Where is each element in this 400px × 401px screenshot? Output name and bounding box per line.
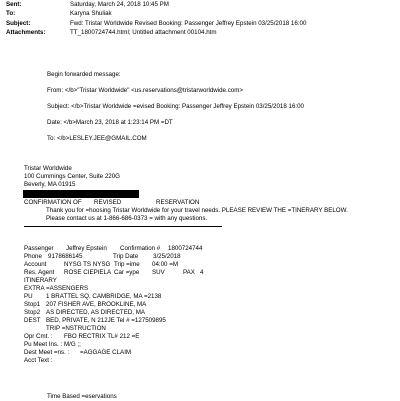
forward-intro: Begin forwarded message: [47,71,121,78]
redaction-bar [23,190,139,198]
company-address [24,165,120,189]
contact-text: Please contact us at 1-866-686-0373 = with any questions. [46,215,208,222]
agent-label: Res. Agent [24,269,55,276]
attachments-value[interactable]: TT_1800724744.html; Untitled attachment 00104.htm [70,29,217,37]
forwarded-message [47,71,304,143]
subject-value: Fwd: Tristar Worldwide Revised Booking: Passenger Jeffrey Epstein 03/25/2018 16:00 [70,19,307,27]
pax-label: PAX [183,269,195,276]
stop2-row [24,309,394,317]
car-type-label: Car =ype [114,269,140,276]
account-value: NYSG TS NYSG [64,261,111,268]
passenger-row [24,245,394,253]
confirmation-heading-3: RESERVATION [156,199,200,206]
passenger-label: Passenger [24,245,54,252]
trip-instruction: TRIP =NSTRUCTION [46,325,106,332]
time-based-reservations: Time Based =eservations [47,393,117,400]
confirmation-block [24,199,394,227]
destination-row [24,317,394,325]
forward-subject: Subject: </b>Tristar Worldwide =evised Booking: Passenger Jeffrey Epstein 03/25/2018 16:00 [47,103,304,110]
stop2-value: AS DIRECTED, AS DIRECTED, MA [46,309,146,316]
stop1-label: Stop1 [24,301,41,308]
confirmation-number-value: 1800724744 [168,245,203,252]
phone-value: 9178686145 [48,253,83,260]
company-city: Beverly, MA 01915 [24,181,76,188]
thank-you-text: Thank you for =hoosing Tristar Worldwide for your travel needs. PLEASE REVIEW THE =TINERARY BELOW. [46,207,348,214]
trip-date-value: 3/25/2018 [153,253,181,260]
confirmation-heading-1: CONFIRMATION OF [24,199,82,206]
confirmation-heading [24,199,394,207]
operator-comment-label: Opr Cmt. : [24,333,53,340]
account-label: Account [24,261,47,268]
destination-value: BED, PRIVATE, N 212JE Tel # =127509895 [46,317,166,324]
itinerary-heading: ITINERARY [24,277,57,284]
operator-comment-row [24,333,394,341]
extra-passengers: EXTRA =ASSENGERS [24,285,89,292]
pickup-label: PU [24,293,33,300]
attachments-row [6,29,396,39]
operator-comment-value: FBO RECTRIX TL# 212 =E [64,333,140,340]
email-header [6,0,396,38]
destination-meet-value: =AGGAGE CLAIM [80,349,132,356]
account-row [24,261,394,269]
divider [24,226,222,227]
confirmation-number-label: Confirmation # [120,245,161,252]
forward-from: From: </b>"Tristar Worldwide" <us.reservations@tristarworldwide.com> [47,87,244,94]
trip-time-label: Trip =ime [114,261,140,268]
destination-label: DEST [24,317,41,324]
trip-time-value: 04:00 =M [152,261,178,268]
pax-value: 4 [200,269,204,276]
agent-row [24,269,394,277]
company-name: Tristar Worldwide [24,165,72,172]
sent-label: Sent: [6,0,22,8]
to-row [6,10,396,20]
agent-value: ROSE CIEPIELA [64,269,112,276]
sent-value: Saturday, March 24, 2018 10:45 PM [70,0,169,8]
forward-date: Date: </b>March 23, 2018 at 1:23:14 PM =DT [47,119,173,126]
subject-label: Subject: [6,19,31,27]
pickup-row [24,293,394,301]
trip-date-label: Trip Date [113,253,139,260]
forward-to[interactable]: To: </b>LESLEY.JEE@GMAIL.COM [47,135,147,142]
phone-row [24,253,394,261]
pickup-meet-row [24,341,394,349]
company-street: 100 Cummings Center, Suite 220G [24,173,120,180]
pickup-value: 1 BRATTEL SQ, CAMBRIDGE, MA =2138 [46,293,162,300]
to-value: Karyna Shuliak [70,10,112,18]
attachments-label: Attachments: [6,29,46,37]
stop1-value: 207 FISHER AVE, BROOKLINE, MA [46,301,147,308]
pickup-meet-label: Pu Meet Ins. : [24,341,63,348]
sent-row [6,0,396,10]
subject-row [6,19,396,29]
destination-meet-label: Dest Meet =ns. : [24,349,70,356]
car-type-value: SUV [152,269,165,276]
to-label: To: [6,10,16,18]
stop1-row [24,301,394,309]
passenger-value: Jeffrey Epstein [66,245,107,252]
account-text-label: Acct Text : [24,357,53,364]
stop2-label: Stop2 [24,309,41,316]
booking-details [24,245,394,365]
phone-label: Phone [24,253,42,260]
confirmation-heading-2: REVISED [94,199,122,206]
pickup-meet-value: M/G ;; [64,341,81,348]
destination-meet-row [24,349,394,357]
